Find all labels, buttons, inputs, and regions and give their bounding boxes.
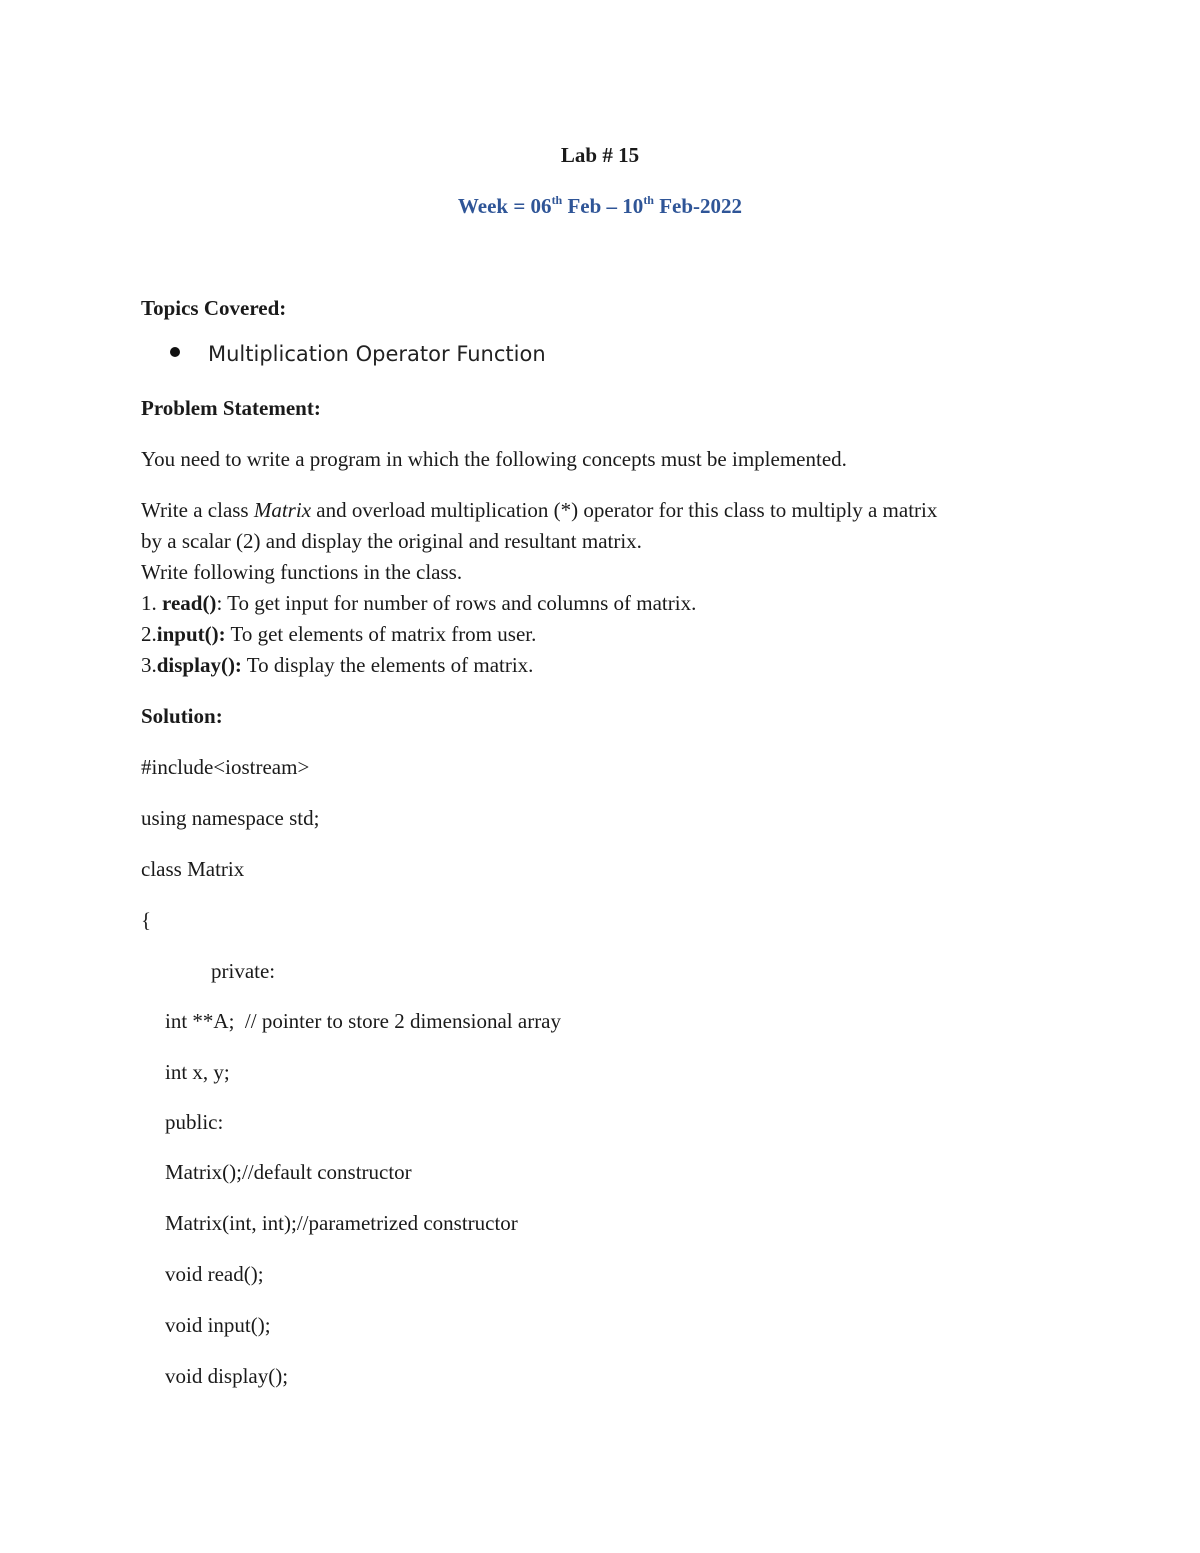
function-desc: To get elements of matrix from user. xyxy=(225,622,537,646)
topics-heading: Topics Covered: xyxy=(141,296,287,320)
solution-heading: Solution: xyxy=(141,704,223,728)
function-num: 3. xyxy=(141,653,157,677)
code-line: int **A; // pointer to store 2 dimensional array xyxy=(165,1009,562,1033)
code-line: private: xyxy=(211,959,276,983)
problem-line-1 xyxy=(141,497,937,523)
code-line: void input(); xyxy=(165,1313,271,1337)
function-name: display(): xyxy=(156,653,242,677)
week-sup-end: th xyxy=(643,193,654,207)
week-sup-start: th xyxy=(551,193,563,207)
problem-line-1b: and overload multiplication (*) operator for this class to multiply a matrix xyxy=(311,498,938,522)
week-suffix: Feb-2022 xyxy=(653,194,743,218)
code-line: using namespace std; xyxy=(141,806,320,830)
problem-line-2: by a scalar (2) and display the original and resultant matrix. xyxy=(141,529,642,553)
function-item-input xyxy=(141,621,536,647)
code-line: public: xyxy=(165,1110,224,1134)
code-line: Matrix(int, int);//parametrized constructor xyxy=(165,1211,518,1235)
week-range xyxy=(0,194,1200,219)
class-name-matrix: Matrix xyxy=(253,498,312,522)
week-prefix: Week = 06 xyxy=(457,194,552,218)
problem-heading: Problem Statement: xyxy=(141,396,321,420)
function-name: read() xyxy=(162,591,217,615)
function-num: 1. xyxy=(141,591,162,615)
topic-item-label: Multiplication Operator Function xyxy=(208,342,546,366)
code-line: #include<iostream> xyxy=(141,755,310,779)
code-line: void read(); xyxy=(165,1262,264,1286)
code-line: int x, y; xyxy=(165,1060,230,1084)
topic-list-item xyxy=(170,342,546,366)
week-mid: Feb – 10 xyxy=(562,194,644,218)
code-line: Matrix();//default constructor xyxy=(165,1160,412,1184)
function-desc: : To get input for number of rows and columns of matrix. xyxy=(216,591,697,615)
code-line: void display(); xyxy=(165,1364,289,1388)
function-item-read xyxy=(141,590,696,616)
function-desc: To display the elements of matrix. xyxy=(241,653,534,677)
function-name: input(): xyxy=(156,622,226,646)
problem-line-3: Write following functions in the class. xyxy=(141,560,463,584)
function-num: 2. xyxy=(141,622,157,646)
code-line: class Matrix xyxy=(141,857,245,881)
page-title: Lab # 15 xyxy=(560,143,640,167)
bullet-icon xyxy=(170,347,180,357)
problem-intro: You need to write a program in which the following concepts must be implemented. xyxy=(141,447,847,471)
problem-line-1a: Write a class xyxy=(141,498,254,522)
function-item-display xyxy=(141,652,533,678)
code-line: { xyxy=(141,908,152,932)
